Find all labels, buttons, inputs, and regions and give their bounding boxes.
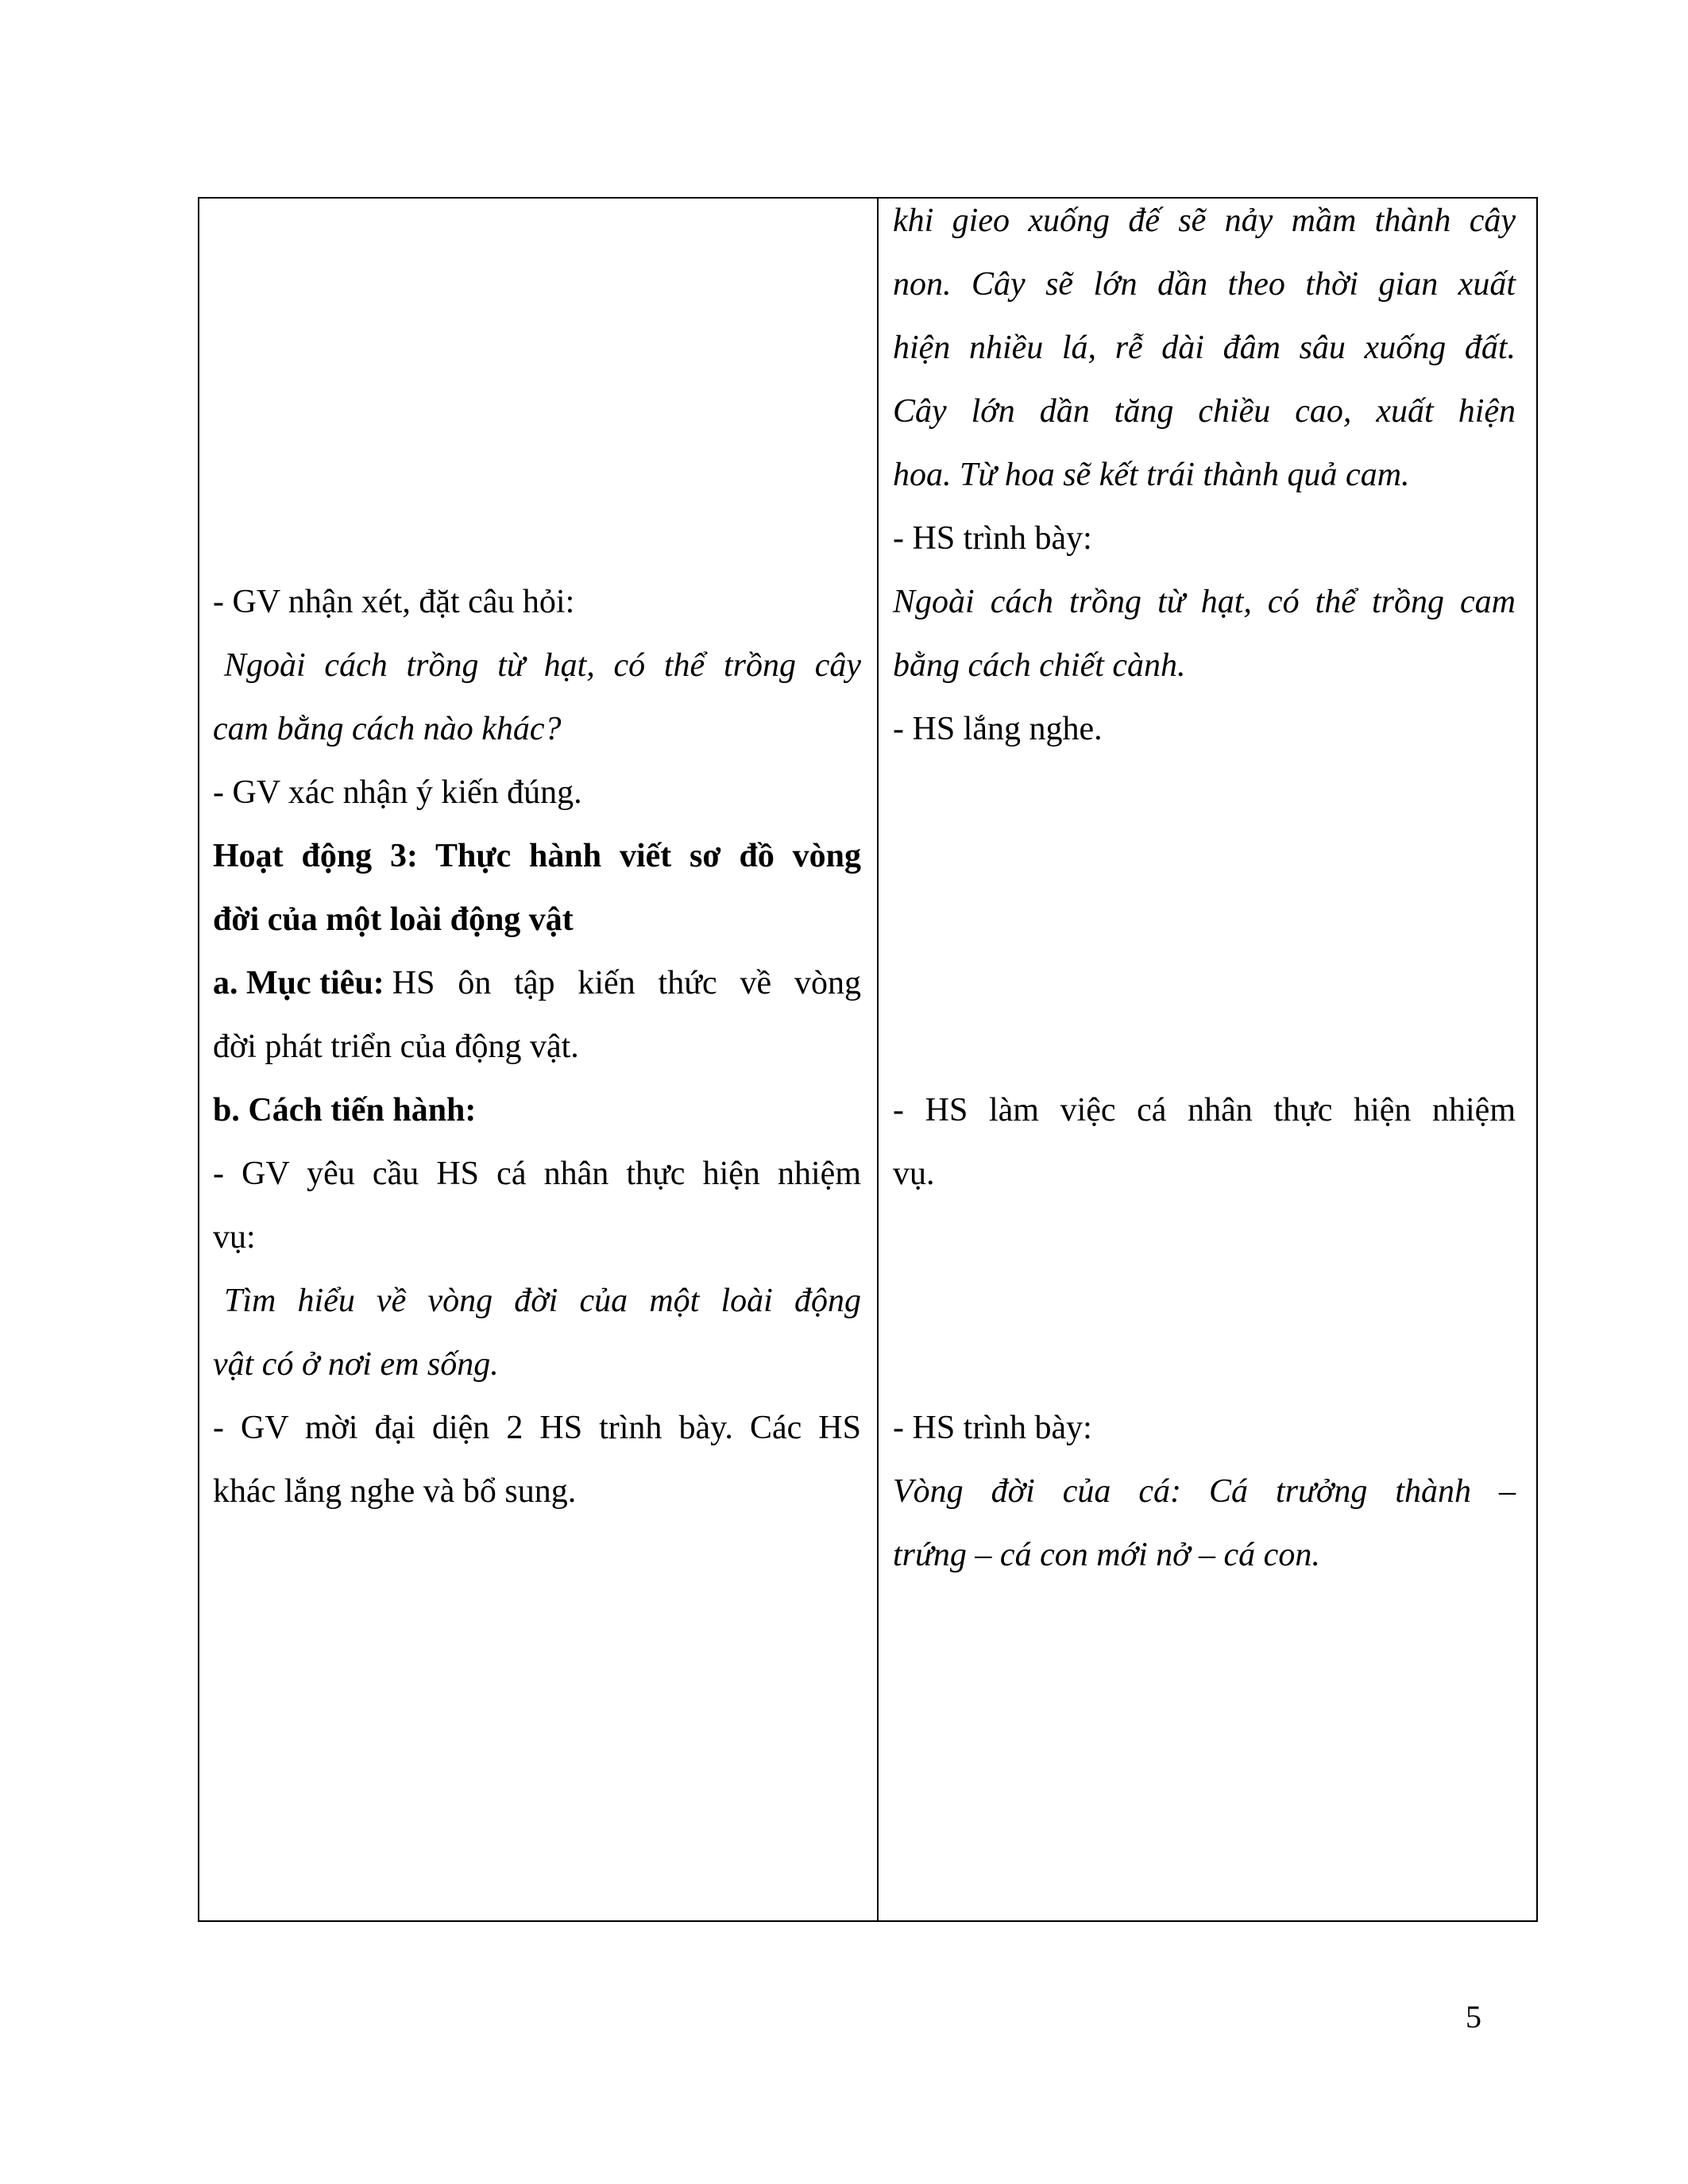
objective-line [213,963,861,1004]
answer-1-line-2: bằng cách chiết cành. [893,647,1186,684]
right-text-line-1: khi gieo xuống đế sẽ nảy mầm thành cây [893,203,1516,239]
right-text-line-3: hiện nhiều lá, rễ dài đâm sâu xuống đất. [893,330,1516,366]
task-line-1: Tìm hiểu về vòng đời của một loài động [224,1283,861,1319]
right-text-line-5: hoa. Từ hoa sẽ kết trái thành quả cam. [893,457,1410,493]
right-text-line-2: non. Cây sẽ lớn dần theo thời gian xuất [893,266,1516,303]
gv-request-line-2: vụ: [213,1219,256,1256]
objective-label: a. Mục tiêu: [213,965,384,1001]
question-line-2: cam bằng cách nào khác? [213,711,562,747]
question-line-1: Ngoài cách trồng từ hạt, có thể trồng cây [224,647,861,684]
gv-request-line-1: - GV yêu cầu HS cá nhân thực hiện nhiệm [213,1156,861,1192]
activity-title-line-1: Hoạt động 3: Thực hành viết sơ đồ vòng [213,838,861,874]
gv-confirm: - GV xác nhận ý kiến đúng. [213,774,582,811]
hs-present-label-1: - HS trình bày: [893,520,1092,557]
column-divider [877,199,879,1920]
right-text-line-4: Cây lớn dần tăng chiều cao, xuất hiện [893,393,1516,430]
hs-present-label-2: - HS trình bày: [893,1410,1092,1446]
gv-invite-line-1: - GV mời đại diện 2 HS trình bày. Các HS [213,1410,861,1446]
hs-work-line-1: - HS làm việc cá nhân thực hiện nhiệm [893,1092,1516,1129]
answer-2-line-1: Vòng đời của cá: Cá trưởng thành – [893,1473,1516,1510]
activity-title-line-2: đời của một loài động vật [213,901,574,938]
gv-comment: - GV nhận xét, đặt câu hỏi: [213,584,575,620]
gv-invite-line-2: khác lắng nghe và bổ sung. [213,1473,577,1510]
objective-text-line-1: HS ôn tập kiến thức về vòng [392,965,861,1001]
procedure-label: b. Cách tiến hành: [213,1092,477,1129]
hs-work-line-2: vụ. [893,1156,935,1192]
answer-1-line-1: Ngoài cách trồng từ hạt, có thể trồng cam [893,584,1516,620]
task-line-2: vật có ở nơi em sống. [213,1346,499,1383]
page-number: 5 [1466,1999,1481,2035]
objective-text-line-2: đời phát triển của động vật. [213,1028,579,1065]
hs-listen: - HS lắng nghe. [893,711,1103,747]
answer-2-line-2: trứng – cá con mới nở – cá con. [893,1537,1320,1573]
